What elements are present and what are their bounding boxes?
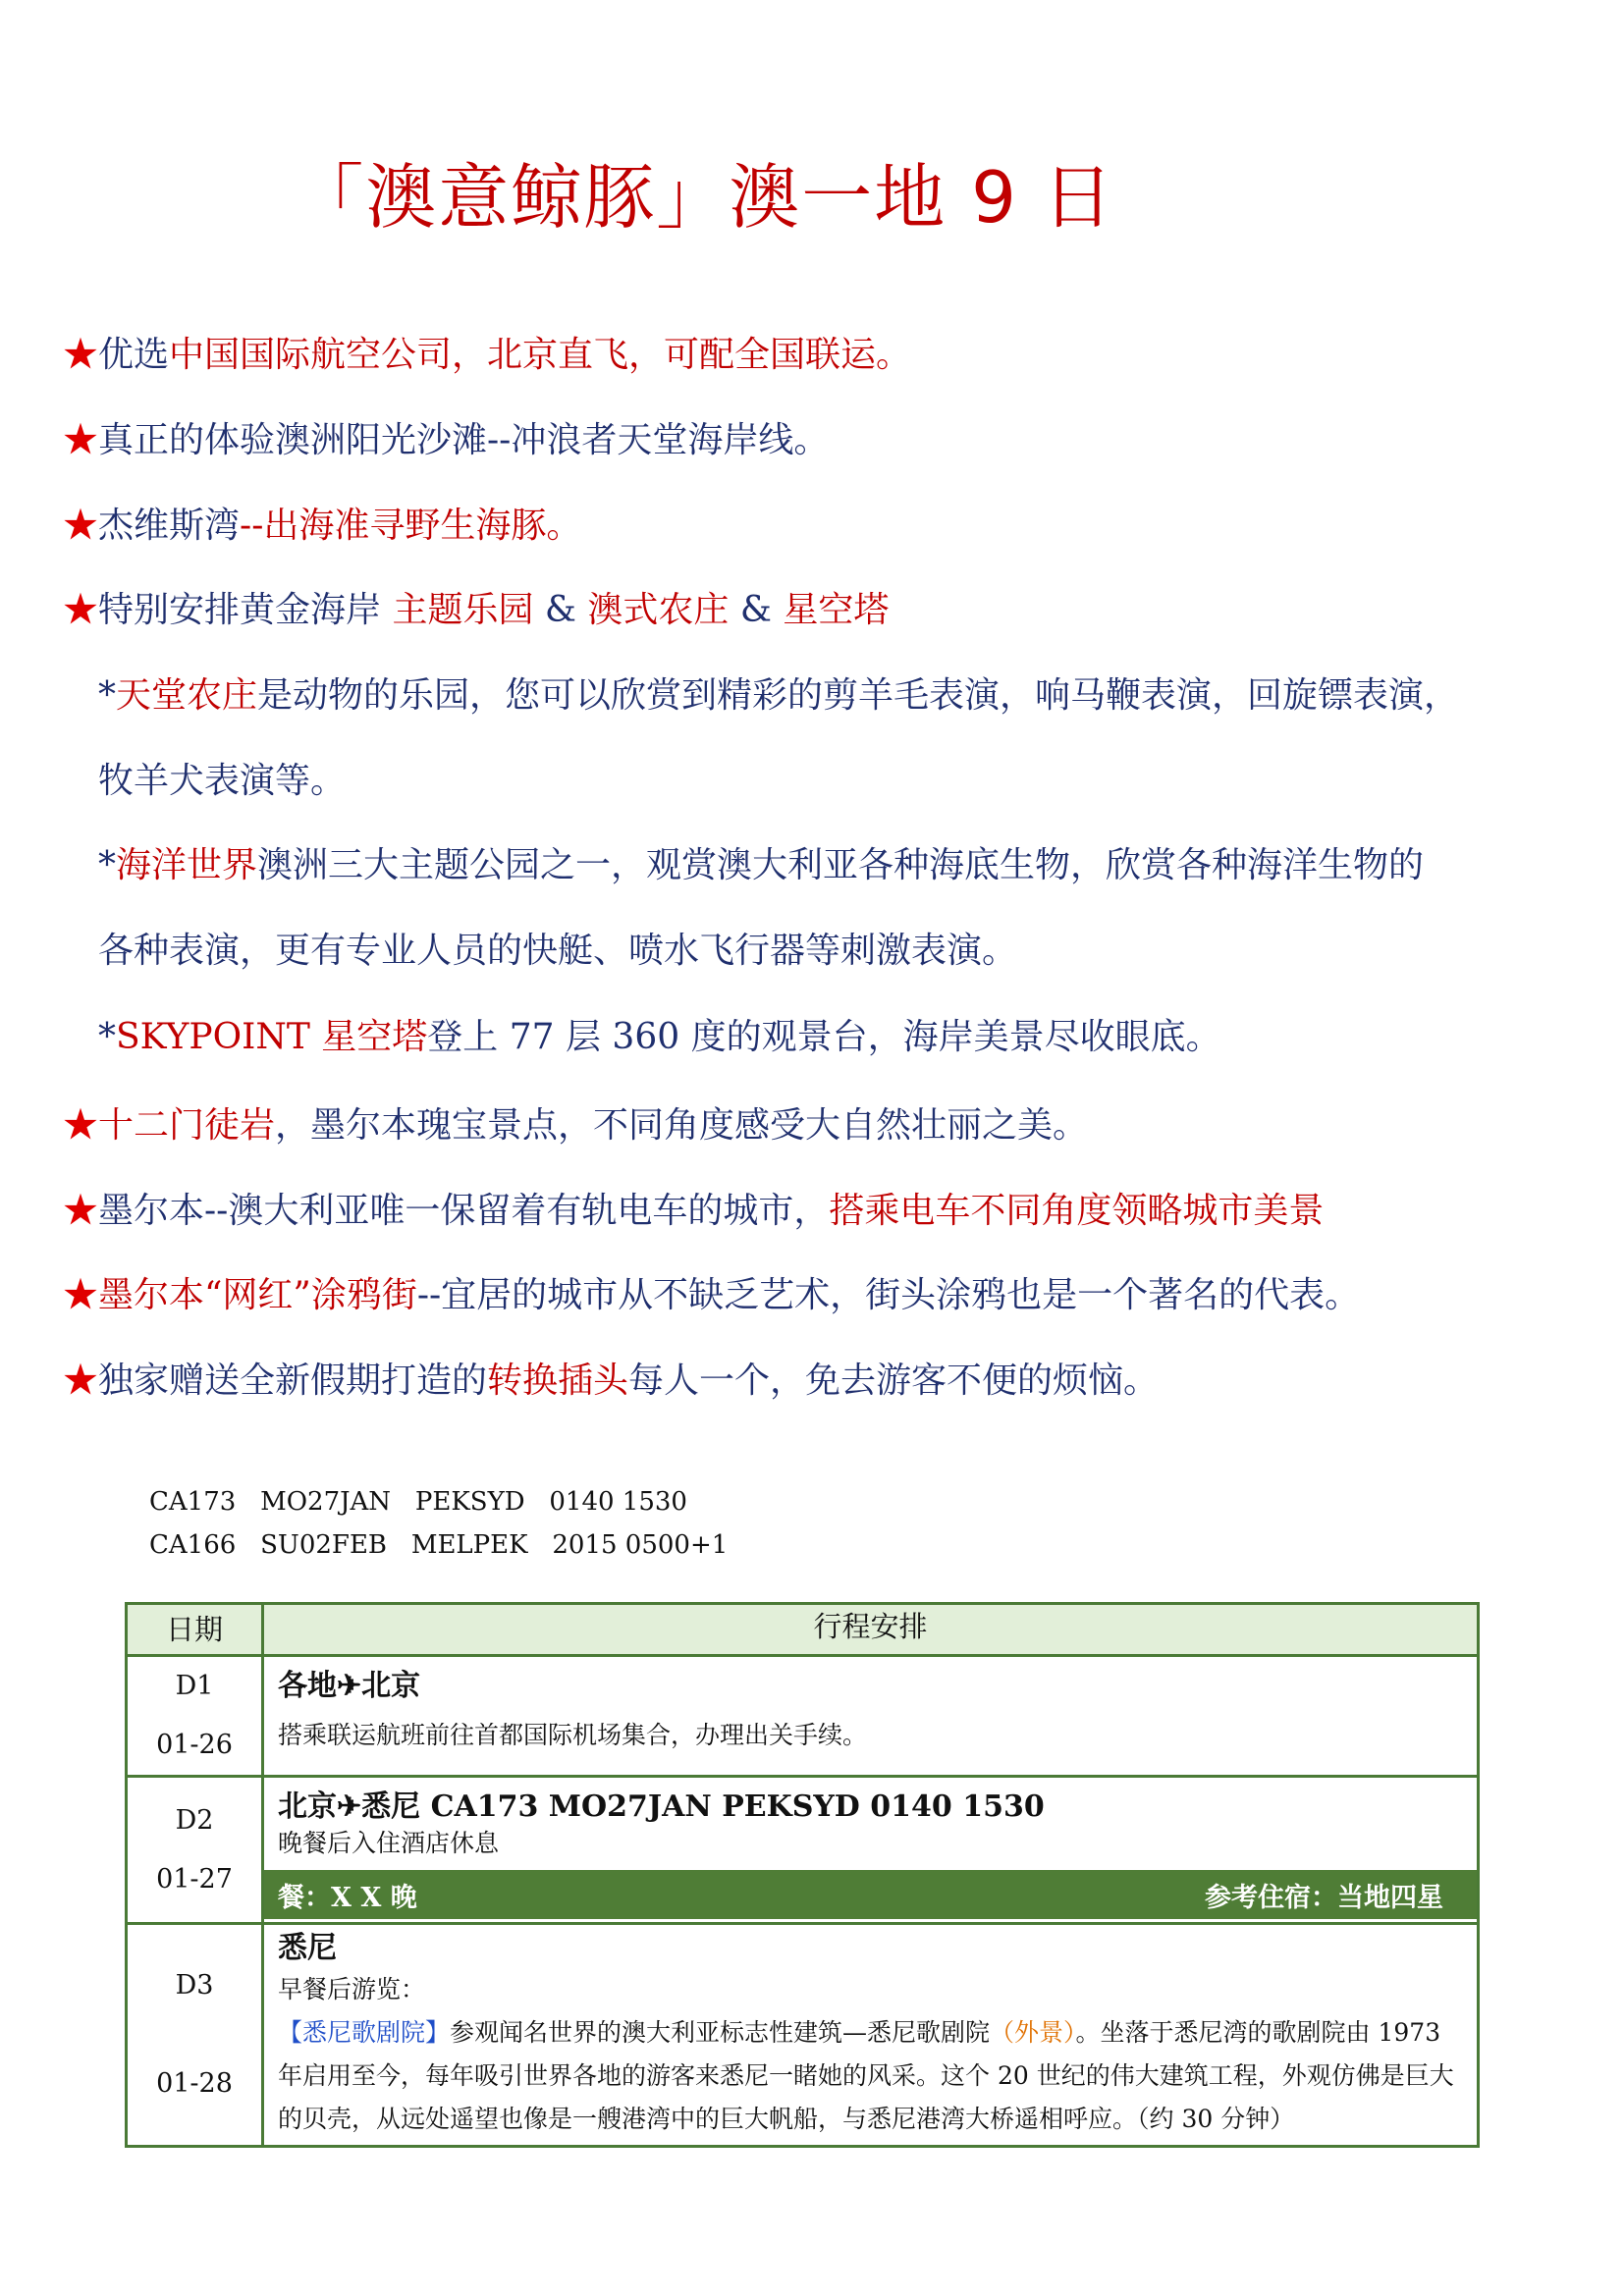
highlight-text: 牧羊犬表演等。 — [98, 761, 347, 801]
meal-hotel-bar — [264, 1870, 1477, 1919]
highlight-text: 每人一个，免去游客不便的烦恼。 — [628, 1361, 1160, 1401]
highlight-line — [63, 1190, 1324, 1232]
highlight-text: 真正的体验澳洲阳光沙滩--冲浪者天堂海岸线。 — [98, 420, 830, 460]
star-icon: ★ — [63, 1105, 99, 1146]
highlight-text: ，墨尔本瑰宝景点，不同角度感受大自然壮丽之美。 — [275, 1105, 1089, 1146]
highlight-text: 主题乐园 — [392, 590, 534, 630]
star-icon: ★ — [63, 1191, 99, 1231]
sub-item-line — [98, 930, 1017, 972]
day-date: 01-27 — [156, 1863, 233, 1895]
highlight-text: * — [98, 675, 116, 716]
highlight-text: 澳洲三大主题公园之一，观赏澳大利亚各种海底生物，欣赏各种海洋生物的 — [257, 845, 1425, 885]
highlight-text: --宜居的城市从不缺乏艺术，街头涂鸦也是一个著名的代表。 — [416, 1275, 1361, 1315]
day-title: 北京✈悉尼 CA173 MO27JAN PEKSYD 0140 1530 — [278, 1789, 1045, 1824]
highlight-text: 独家赠送全新假期打造的 — [98, 1361, 488, 1401]
highlight-text: 天堂农庄 — [116, 675, 258, 716]
highlight-text: & — [533, 590, 588, 630]
highlight-text: 特别安排黄金海岸 — [98, 590, 393, 630]
itinerary-table — [125, 1602, 1480, 2148]
day-label: D2 — [175, 1804, 214, 1836]
day-label: D3 — [175, 1970, 214, 2001]
highlight-text: * — [98, 845, 116, 885]
itinerary-header — [127, 1604, 1479, 1656]
highlight-text: & — [729, 590, 784, 630]
day-text: 搭乘联运航班前往首都国际机场集合，办理出关手续。 — [278, 1721, 868, 1749]
day-row-2 — [127, 1777, 1479, 1924]
sub-item-line — [98, 1016, 1221, 1058]
day-cell-3 — [127, 1924, 263, 2147]
day-date: 01-28 — [156, 2068, 233, 2099]
sub-item-line — [98, 844, 1424, 886]
highlight-text: 是动物的乐园，您可以欣赏到精彩的剪羊毛表演，响马鞭表演，回旋镖表演， — [257, 675, 1460, 716]
highlight-line — [63, 1274, 1360, 1316]
star-icon: ★ — [63, 590, 99, 630]
star-icon: ★ — [63, 335, 99, 375]
highlight-text: 墨尔本“网红”涂鸦街 — [98, 1275, 417, 1315]
star-icon: ★ — [63, 506, 99, 546]
highlight-line — [63, 1104, 1088, 1147]
day-content-1 — [263, 1656, 1479, 1777]
flight-line-1: CA173 MO27JAN PEKSYD 0140 1530 — [149, 1487, 687, 1517]
flight-list — [149, 1480, 728, 1567]
day-cell-1 — [127, 1656, 263, 1777]
header-date: 日期 — [127, 1604, 263, 1656]
day-title: 悉尼 — [278, 1931, 337, 1965]
highlight-text: 中国国际航空公司，北京直飞，可配全国联运。 — [169, 335, 912, 375]
highlight-text: 海洋世界 — [116, 845, 258, 885]
sight-note: （外景） — [990, 2018, 1076, 2047]
hotel-info: 参考住宿：当地四星 — [1205, 1882, 1443, 1913]
day-content-2 — [263, 1777, 1479, 1924]
day-row-3 — [127, 1924, 1479, 2147]
highlight-text: 转换插头 — [487, 1361, 629, 1401]
highlight-line — [63, 589, 889, 631]
highlight-line — [63, 1360, 1159, 1402]
highlight-text: * — [98, 1017, 116, 1057]
day-label: D1 — [175, 1671, 214, 1701]
highlight-text: 登上 77 层 360 度的观景台，海岸美景尽收眼底。 — [427, 1017, 1221, 1057]
sight-link[interactable]: 【悉尼歌剧院】 — [278, 2018, 451, 2047]
highlight-line — [63, 419, 829, 461]
highlight-line — [63, 334, 911, 376]
sight-text-more: 。坐落于悉尼湾的歌剧院由 1973 年启用至今，每年吸引世界各地的游客来悉尼一睹她的风采。这个 20 世纪的伟大建筑工程，外观仿佛是巨大的贝壳，从远处遥望也像是一艘港湾中的巨大帆船，与悉尼港湾大桥遥相呼应。（约 30 分钟） — [278, 2018, 1454, 2133]
highlight-text: 墨尔本--澳大利亚唯一保留着有轨电车的城市， — [98, 1191, 830, 1231]
day-intro: 早餐后游览： — [278, 1975, 426, 2003]
day-date: 01-26 — [156, 1730, 233, 1760]
highlight-text: 优选 — [98, 335, 170, 375]
highlight-text: --出海准寻野生海豚。 — [240, 506, 582, 546]
highlight-text: 澳式农庄 — [587, 590, 730, 630]
page-title: 「澳意鲸豚」澳一地 9 日 — [293, 156, 1115, 239]
sight-text: 参观闻名世界的澳大利亚标志性建筑—悉尼歌剧院 — [450, 2018, 991, 2047]
day-content-3 — [263, 1924, 1479, 2147]
highlight-text: 十二门徒岩 — [98, 1105, 276, 1146]
highlight-text: 杰维斯湾 — [98, 506, 241, 546]
star-icon: ★ — [63, 1275, 99, 1315]
star-icon: ★ — [63, 420, 99, 460]
star-icon: ★ — [63, 1361, 99, 1401]
sub-item-line — [98, 760, 346, 802]
day-title: 各地✈北京 — [278, 1669, 421, 1703]
highlight-text: 各种表演，更有专业人员的快艇、喷水飞行器等刺激表演。 — [98, 931, 1018, 971]
sub-item-line — [98, 674, 1459, 717]
day-text: 晚餐后入住酒店休息 — [278, 1829, 500, 1857]
flight-line-2: CA166 SU02FEB MELPEK 2015 0500+1 — [149, 1530, 729, 1560]
highlight-text: SKYPOINT 星空塔 — [116, 1017, 428, 1057]
highlight-text: 搭乘电车不同角度领略城市美景 — [829, 1191, 1325, 1231]
header-plan: 行程安排 — [263, 1604, 1479, 1656]
highlight-text: 星空塔 — [783, 590, 890, 630]
meal-info: 餐：X X 晚 — [278, 1882, 417, 1913]
day-cell-2 — [127, 1777, 263, 1924]
highlight-line — [63, 505, 581, 547]
day-row-1 — [127, 1656, 1479, 1777]
